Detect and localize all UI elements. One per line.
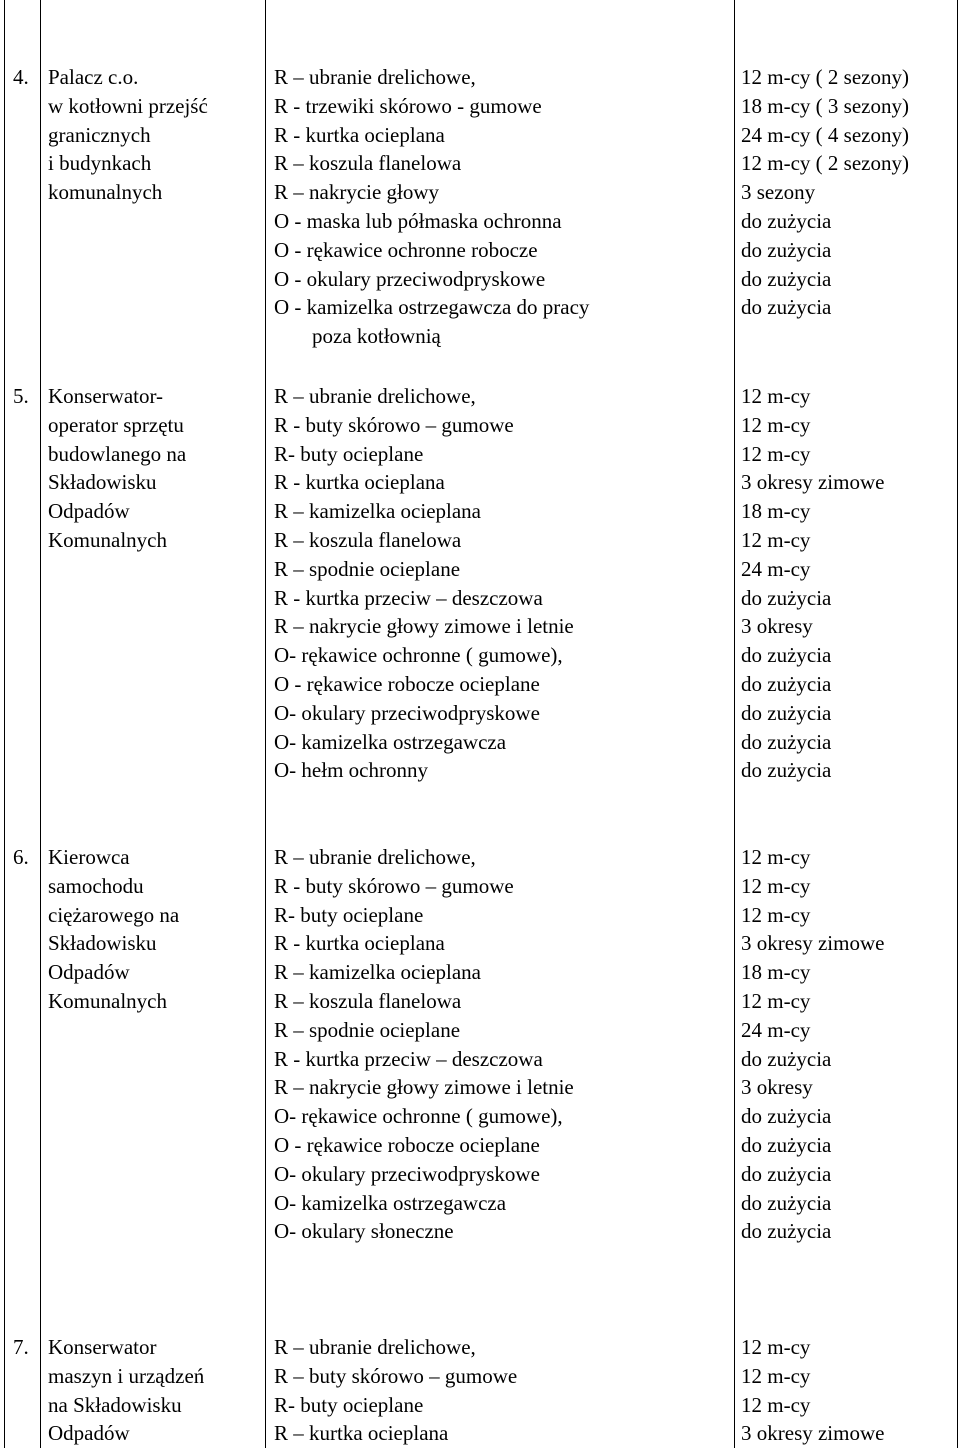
usage-period-list xyxy=(741,63,909,322)
list-item: 3 okresy zimowe xyxy=(741,1421,885,1446)
list-item: 18 m-cy ( 3 sezony) xyxy=(741,93,909,118)
list-item: R – ubranie drelichowe, xyxy=(274,384,476,408)
equipment-list xyxy=(274,843,574,1246)
list-item: R- buty ocieplane xyxy=(274,1392,424,1417)
list-item: 12 m-cy xyxy=(741,845,811,869)
list-item: poza kotłownią xyxy=(312,324,441,349)
row-number: 4. xyxy=(13,65,29,89)
list-item: R – kamizelka ocieplana xyxy=(274,499,481,524)
list-item: 12 m-cy xyxy=(741,902,811,927)
list-item: 18 m-cy xyxy=(741,499,811,524)
list-item: 3 sezony xyxy=(741,180,816,205)
list-item: do zużycia xyxy=(741,1161,832,1186)
usage-period-list xyxy=(741,1333,884,1448)
list-item: do zużycia xyxy=(741,266,832,291)
list-item: 3 okresy zimowe xyxy=(741,931,885,956)
list-item: R – kurtka ocieplana xyxy=(274,1421,449,1446)
list-item: R – nakrycie głowy xyxy=(274,180,440,205)
list-item: 3 okresy xyxy=(741,1075,813,1100)
row-number: 7. xyxy=(13,1335,29,1359)
job-title: Konserwator maszyn i urządzeń na Składowisku Odpadów xyxy=(48,1335,205,1446)
list-item: do zużycia xyxy=(741,1219,832,1244)
list-item: R - kurtka ocieplana xyxy=(274,470,445,495)
column-divider-number xyxy=(40,0,41,1448)
list-item: R - trzewiki skórowo - gumowe xyxy=(274,93,542,118)
list-item: O - rękawice robocze ocieplane xyxy=(274,671,540,696)
equipment-list xyxy=(274,63,589,351)
table-left-border xyxy=(4,0,5,1448)
list-item: 12 m-cy xyxy=(741,384,811,408)
list-item: 12 m-cy xyxy=(741,1335,811,1359)
list-item: 12 m-cy xyxy=(741,441,811,466)
list-item: R – ubranie drelichowe, xyxy=(274,65,476,89)
list-item: 12 m-cy ( 2 sezony) xyxy=(741,65,909,89)
list-item: R – kamizelka ocieplana xyxy=(274,960,481,985)
list-item: R – koszula flanelowa xyxy=(274,988,462,1013)
list-item: R – spodnie ocieplane xyxy=(274,556,461,581)
list-item: O- rękawice ochronne ( gumowe), xyxy=(274,1104,563,1129)
list-item: 24 m-cy xyxy=(741,556,811,581)
list-item: R – koszula flanelowa xyxy=(274,151,462,176)
list-item: 12 m-cy xyxy=(741,873,811,898)
list-item: do zużycia xyxy=(741,700,832,725)
job-title: Konserwator- operator sprzętu budowlanego na Składowisku Odpadów Komunalnych xyxy=(48,384,187,552)
list-item: R - kurtka przeciw – deszczowa xyxy=(274,585,543,610)
list-item: do zużycia xyxy=(741,1046,832,1071)
equipment-list xyxy=(274,382,574,785)
list-item: R – spodnie ocieplane xyxy=(274,1017,461,1042)
list-item: O- okulary słoneczne xyxy=(274,1219,454,1244)
list-item: 12 m-cy xyxy=(741,988,811,1013)
usage-period-list xyxy=(741,843,884,1246)
list-item: do zużycia xyxy=(741,1104,832,1129)
list-item: do zużycia xyxy=(741,1190,832,1215)
list-item: O- kamizelka ostrzegawcza xyxy=(274,729,507,754)
list-item: O- kamizelka ostrzegawcza xyxy=(274,1190,507,1215)
list-item: O - rękawice robocze ocieplane xyxy=(274,1132,540,1157)
list-item: 18 m-cy xyxy=(741,960,811,985)
job-title: Palacz c.o. w kotłowni przejść granicznych i budynkach komunalnych xyxy=(48,65,208,205)
list-item: O - rękawice ochronne robocze xyxy=(274,237,538,262)
list-item: 12 m-cy xyxy=(741,412,811,437)
list-item: 12 m-cy xyxy=(741,527,811,552)
list-item: 12 m-cy xyxy=(741,1392,811,1417)
list-item: 24 m-cy ( 4 sezony) xyxy=(741,122,909,147)
column-divider-items xyxy=(734,0,735,1448)
job-title: Kierowca samochodu ciężarowego na Składowisku Odpadów Komunalnych xyxy=(48,845,180,1013)
list-item: O- okulary przeciwodpryskowe xyxy=(274,700,540,725)
list-item: R – nakrycie głowy zimowe i letnie xyxy=(274,1075,574,1100)
list-item: do zużycia xyxy=(741,643,832,668)
list-item: 12 m-cy ( 2 sezony) xyxy=(741,151,909,176)
list-item: R – ubranie drelichowe, xyxy=(274,845,476,869)
row-number: 5. xyxy=(13,384,29,408)
usage-period-list xyxy=(741,382,884,785)
list-item: O- rękawice ochronne ( gumowe), xyxy=(274,643,563,668)
list-item: R – nakrycie głowy zimowe i letnie xyxy=(274,614,574,639)
list-item: do zużycia xyxy=(741,585,832,610)
list-item: do zużycia xyxy=(741,208,832,233)
list-item: do zużycia xyxy=(741,237,832,262)
list-item: do zużycia xyxy=(741,758,832,783)
equipment-list xyxy=(274,1333,517,1448)
list-item: 3 okresy xyxy=(741,614,813,639)
list-item: 24 m-cy xyxy=(741,1017,811,1042)
list-item: do zużycia xyxy=(741,1132,832,1157)
list-item: R - kurtka ocieplana xyxy=(274,931,445,956)
list-item: do zużycia xyxy=(741,295,832,320)
list-item: do zużycia xyxy=(741,729,832,754)
column-divider-title xyxy=(265,0,266,1448)
list-item: R - kurtka ocieplana xyxy=(274,122,445,147)
list-item: R – koszula flanelowa xyxy=(274,527,462,552)
list-item: R- buty ocieplane xyxy=(274,902,424,927)
list-item: O- hełm ochronny xyxy=(274,758,428,783)
list-item: R - buty skórowo – gumowe xyxy=(274,412,514,437)
list-item: O - maska lub półmaska ochronna xyxy=(274,208,562,233)
list-item: 12 m-cy xyxy=(741,1363,811,1388)
list-item: O - okulary przeciwodpryskowe xyxy=(274,266,546,291)
list-item: R - buty skórowo – gumowe xyxy=(274,873,514,898)
list-item: R – ubranie drelichowe, xyxy=(274,1335,476,1359)
list-item: R - kurtka przeciw – deszczowa xyxy=(274,1046,543,1071)
table-top-strip xyxy=(4,0,957,1)
list-item: R- buty ocieplane xyxy=(274,441,424,466)
list-item: 3 okresy zimowe xyxy=(741,470,885,495)
list-item: O- okulary przeciwodpryskowe xyxy=(274,1161,540,1186)
row-number: 6. xyxy=(13,845,29,869)
list-item: O - kamizelka ostrzegawcza do pracy xyxy=(274,295,590,320)
list-item: R – buty skórowo – gumowe xyxy=(274,1363,518,1388)
table-right-border xyxy=(957,0,958,1448)
list-item: do zużycia xyxy=(741,671,832,696)
